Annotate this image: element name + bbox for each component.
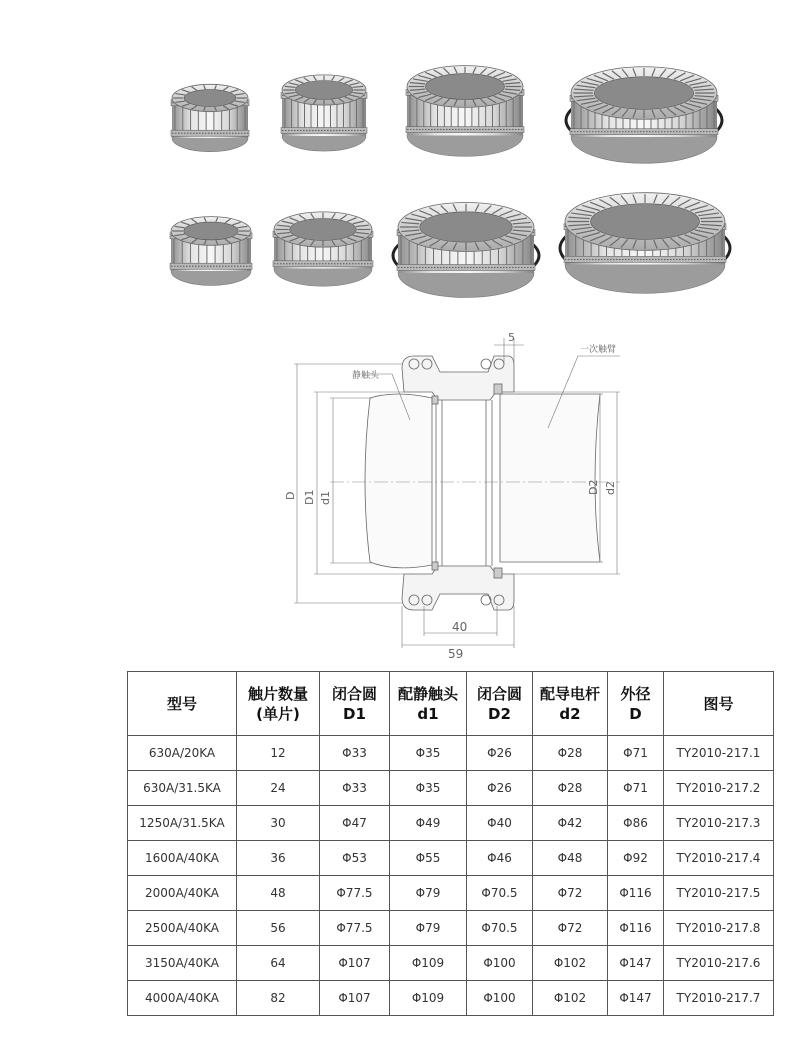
header-static-contact-d1: 配静触头 d1 bbox=[390, 672, 467, 736]
cell-d1: Φ109 bbox=[390, 981, 467, 1016]
cell-D2: Φ100 bbox=[467, 981, 533, 1016]
cell-D: Φ147 bbox=[608, 981, 664, 1016]
cell-finger-count: 36 bbox=[237, 841, 320, 876]
label-static-contact: 静触头 bbox=[352, 371, 380, 381]
contact-ring-photo-1 bbox=[171, 84, 249, 151]
label-primary-arm: 一次触臂 bbox=[580, 345, 617, 355]
cell-D: Φ71 bbox=[608, 771, 664, 806]
cell-drawing-no: TY2010-217.4 bbox=[664, 841, 774, 876]
cell-d1: Φ35 bbox=[390, 771, 467, 806]
cell-d1: Φ79 bbox=[390, 876, 467, 911]
cell-D2: Φ26 bbox=[467, 736, 533, 771]
cell-model: 1600A/40KA bbox=[128, 841, 237, 876]
spec-table bbox=[127, 671, 774, 1016]
cell-D2: Φ26 bbox=[467, 771, 533, 806]
cell-D: Φ71 bbox=[608, 736, 664, 771]
cell-D1: Φ107 bbox=[320, 946, 390, 981]
cell-finger-count: 64 bbox=[237, 946, 320, 981]
product-photos bbox=[0, 0, 800, 320]
contact-ring-photo-4 bbox=[566, 67, 722, 164]
cell-D2: Φ40 bbox=[467, 806, 533, 841]
cell-D1: Φ107 bbox=[320, 981, 390, 1016]
cell-d2: Φ28 bbox=[533, 771, 608, 806]
cell-d2: Φ72 bbox=[533, 876, 608, 911]
cell-model: 630A/31.5KA bbox=[128, 771, 237, 806]
cell-drawing-no: TY2010-217.2 bbox=[664, 771, 774, 806]
cell-d2: Φ42 bbox=[533, 806, 608, 841]
cell-D: Φ147 bbox=[608, 946, 664, 981]
table-row bbox=[128, 841, 774, 876]
dim-59: 59 bbox=[448, 647, 464, 661]
dim-D2: D2 bbox=[587, 479, 600, 495]
contact-ring-photo-3 bbox=[406, 66, 524, 157]
cell-d2: Φ102 bbox=[533, 981, 608, 1016]
cell-drawing-no: TY2010-217.6 bbox=[664, 946, 774, 981]
table-row bbox=[128, 771, 774, 806]
cell-d2: Φ48 bbox=[533, 841, 608, 876]
contact-ring-photo-8 bbox=[560, 193, 730, 294]
cell-d1: Φ55 bbox=[390, 841, 467, 876]
cell-D1: Φ53 bbox=[320, 841, 390, 876]
contact-ring-photo-6 bbox=[273, 212, 373, 286]
cell-D2: Φ70.5 bbox=[467, 911, 533, 946]
cell-finger-count: 56 bbox=[237, 911, 320, 946]
dim-d2: d2 bbox=[604, 481, 617, 495]
cell-D1: Φ33 bbox=[320, 736, 390, 771]
cell-model: 630A/20KA bbox=[128, 736, 237, 771]
cell-D1: Φ77.5 bbox=[320, 911, 390, 946]
cell-finger-count: 48 bbox=[237, 876, 320, 911]
cell-D: Φ116 bbox=[608, 876, 664, 911]
table-row bbox=[128, 946, 774, 981]
cell-drawing-no: TY2010-217.3 bbox=[664, 806, 774, 841]
dim-40: 40 bbox=[452, 620, 468, 634]
cell-D1: Φ33 bbox=[320, 771, 390, 806]
cell-model: 3150A/40KA bbox=[128, 946, 237, 981]
cell-finger-count: 30 bbox=[237, 806, 320, 841]
cell-D2: Φ100 bbox=[467, 946, 533, 981]
header-closed-circle-D2: 闭合圆 D2 bbox=[467, 672, 533, 736]
header-finger-count: 触片数量 (单片) bbox=[237, 672, 320, 736]
table-row bbox=[128, 981, 774, 1016]
cell-drawing-no: TY2010-217.1 bbox=[664, 736, 774, 771]
table-row bbox=[128, 911, 774, 946]
cell-D2: Φ70.5 bbox=[467, 876, 533, 911]
header-closed-circle-D1: 闭合圆 D1 bbox=[320, 672, 390, 736]
dim-D: D bbox=[284, 491, 297, 500]
cell-model: 2000A/40KA bbox=[128, 876, 237, 911]
contact-ring-photo-7 bbox=[393, 203, 539, 298]
cell-drawing-no: TY2010-217.7 bbox=[664, 981, 774, 1016]
cell-d1: Φ35 bbox=[390, 736, 467, 771]
cell-d1: Φ49 bbox=[390, 806, 467, 841]
header-drawing-no: 图号 bbox=[664, 672, 774, 736]
cell-finger-count: 24 bbox=[237, 771, 320, 806]
header-conductor-rod-d2: 配导电杆 d2 bbox=[533, 672, 608, 736]
table-header-row bbox=[128, 672, 774, 736]
cell-drawing-no: TY2010-217.5 bbox=[664, 876, 774, 911]
header-model: 型号 bbox=[128, 672, 237, 736]
cell-D: Φ92 bbox=[608, 841, 664, 876]
technical-drawing bbox=[0, 320, 800, 665]
dim-5: 5 bbox=[508, 331, 515, 344]
cell-d2: Φ102 bbox=[533, 946, 608, 981]
dim-D1: D1 bbox=[303, 489, 316, 505]
cell-D1: Φ47 bbox=[320, 806, 390, 841]
contact-ring-photo-5 bbox=[170, 217, 252, 286]
header-outer-diameter-D: 外径 D bbox=[608, 672, 664, 736]
cell-D2: Φ46 bbox=[467, 841, 533, 876]
cell-D1: Φ77.5 bbox=[320, 876, 390, 911]
cell-finger-count: 82 bbox=[237, 981, 320, 1016]
cell-model: 1250A/31.5KA bbox=[128, 806, 237, 841]
table-row bbox=[128, 876, 774, 911]
table-row bbox=[128, 736, 774, 771]
cell-drawing-no: TY2010-217.8 bbox=[664, 911, 774, 946]
cell-D: Φ116 bbox=[608, 911, 664, 946]
table-row bbox=[128, 806, 774, 841]
cell-d1: Φ109 bbox=[390, 946, 467, 981]
cell-d2: Φ72 bbox=[533, 911, 608, 946]
cell-model: 2500A/40KA bbox=[128, 911, 237, 946]
cell-d1: Φ79 bbox=[390, 911, 467, 946]
dim-d1: d1 bbox=[319, 491, 332, 505]
contact-ring-photo-2 bbox=[281, 75, 367, 151]
cell-model: 4000A/40KA bbox=[128, 981, 237, 1016]
cell-D: Φ86 bbox=[608, 806, 664, 841]
cell-d2: Φ28 bbox=[533, 736, 608, 771]
cell-finger-count: 12 bbox=[237, 736, 320, 771]
